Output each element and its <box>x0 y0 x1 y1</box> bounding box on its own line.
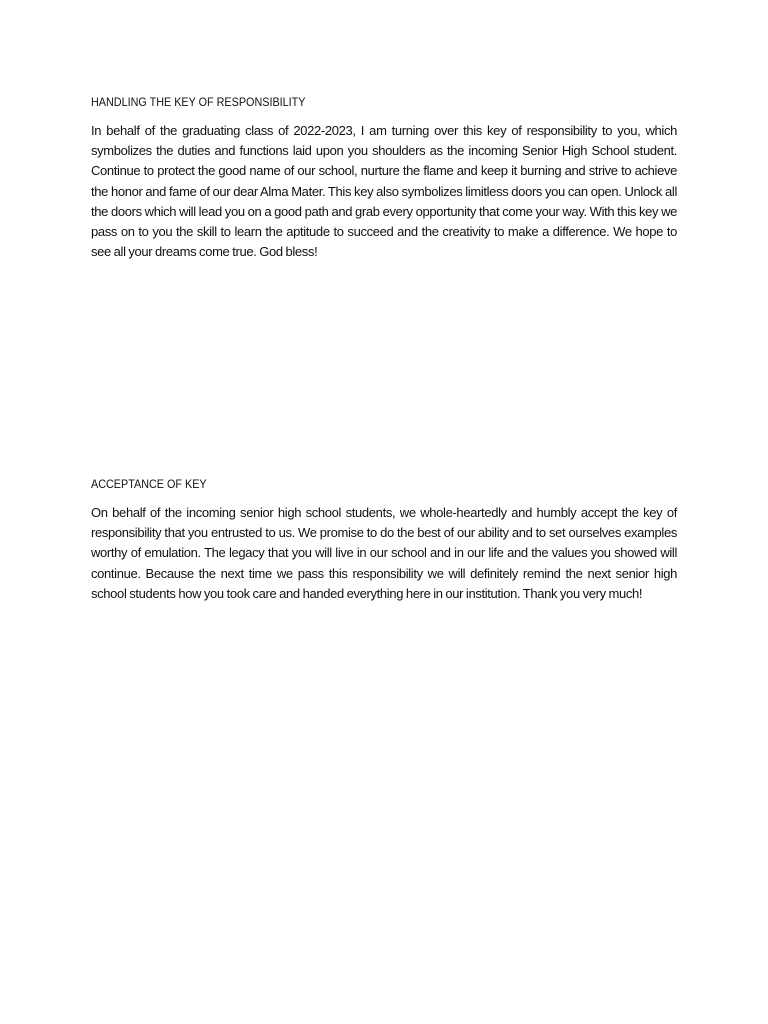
section-acceptance-key <box>91 476 677 604</box>
section-heading: ACCEPTANCE OF KEY <box>91 477 207 491</box>
section-handling-key <box>91 94 677 262</box>
section-paragraph: In behalf of the graduating class of 2022-2023, I am turning over this key of responsibility to you, which symbolizes the duties and functions laid upon you shoulders as the incoming Senior High School student. Continue to protect the good name of our school, nurture the flame and keep it burning and strive to achieve the honor and fame of our dear Alma Mater. This key also symbolizes limitless doors you can open. Unlock all the doors which will lead you on a good path and grab every opportunity that come your way. With this key we pass on to you the skill to learn the aptitude to succeed and the creativity to make a difference. We hope to see all your dreams come true. God bless! <box>91 123 677 260</box>
section-paragraph: On behalf of the incoming senior high school students, we whole-heartedly and humbly accept the key of responsibility that you entrusted to us. We promise to do the best of our ability and to set ourselves examples worthy of emulation. The legacy that you will live in our school and in our life and the values you showed will continue. Because the next time we pass this responsibility we will definitely remind the next senior high school students how you took care and handed everything here in our institution. Thank you very much! <box>91 505 677 601</box>
section-heading: HANDLING THE KEY OF RESPONSIBILITY <box>91 95 306 109</box>
